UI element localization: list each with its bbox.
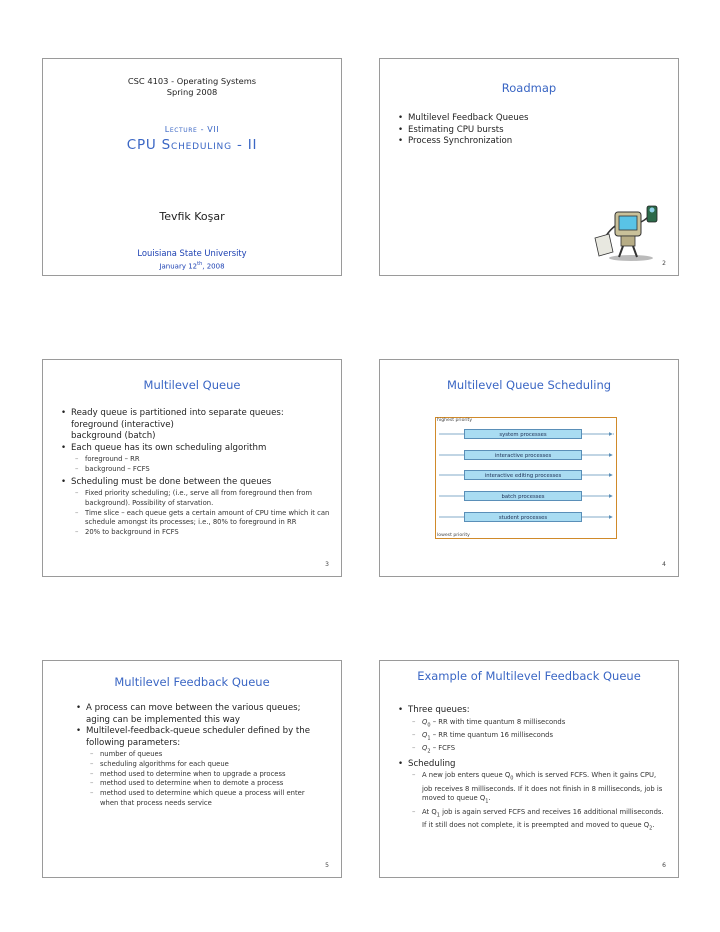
computer-mascot-icon [593, 204, 665, 262]
queue-interactive-editing: interactive editing processes [464, 470, 582, 480]
list-item: • Multilevel Feedback Queues [398, 113, 668, 125]
sub-item: – Time slice – each queue gets a certain amount of CPU time which it can schedule amongst its processes; i.e., 80% to foreground in RR [71, 509, 333, 529]
sub-item: – method used to determine which queue a process will enter when that process needs service [86, 789, 321, 809]
content-list [398, 705, 668, 836]
page-number: 3 [325, 561, 329, 568]
content-list [76, 703, 321, 811]
page-number: 6 [662, 862, 666, 869]
sub-item: – scheduling algorithms for each queue [86, 760, 321, 770]
sub-item: – Fixed priority scheduling; (i.e., serve all from foreground then from background). Possibility of starvation. [71, 489, 333, 509]
page-number: 4 [662, 561, 666, 568]
slide-title: Multilevel Feedback Queue [114, 675, 270, 689]
list-item: • Estimating CPU bursts [398, 125, 668, 137]
queue-system: system processes [464, 429, 582, 439]
sub-item: – $Q_1$ – RR time quantum 16 milliseconds [408, 731, 668, 744]
queue-batch: batch processes [464, 491, 582, 501]
list-item: • Three queues: – $Q_0$ – RR with time quantum 8 milliseconds – $Q_1$ – RR time quantum 16 milliseconds – $Q_2$ – FCFS [398, 705, 668, 757]
lowest-priority-label: lowest priority [437, 533, 470, 538]
list-item: • Scheduling – A new job enters queue $Q_0$ which is served FCFS. When it gains CPU, job receives 8 milliseconds. If it does not finish in 8 milliseconds, job is moved to queue $Q_1$. – At $Q_1$ job is again served FCFS and receives 16 additional milliseconds. If it still does not complete, it is preempted and moved to queue $Q_2$. [398, 759, 668, 834]
slide-2-roadmap [379, 58, 679, 276]
sub-item: – foreground – RR [71, 455, 333, 465]
slide-title: Multilevel Queue Scheduling [446, 378, 612, 392]
sub-item: – background – FCFS [71, 465, 333, 475]
list-item: • Multilevel-feedback-queue scheduler defined by the following parameters: – number of queues – scheduling algorithms for each queue – method used to determine when to upgrade a process – method used to determine when to demote a process – method used to determine which queue a process will enter when that process needs service [76, 726, 321, 809]
slide-title: Roadmap [501, 81, 557, 95]
slide-title: Multilevel Queue [143, 378, 241, 392]
sub-item: – 20% to background in FCFS [71, 528, 333, 538]
list-item: • Scheduling must be done between the queues – Fixed priority scheduling; (i.e., serve all from foreground then from background). Possibility of starvation. – Time slice – each queue gets a certain amount of CPU time which it can schedule amongst its processes; i.e., 80% to foreground in RR – 20% to background in FCFS [61, 477, 333, 538]
page-number: 2 [662, 260, 666, 267]
slide-4-queue-scheduling [379, 359, 679, 577]
sub-item: – $Q_0$ – RR with time quantum 8 milliseconds [408, 718, 668, 731]
roadmap-list [398, 113, 668, 148]
slide-6-feedback-example [379, 660, 679, 878]
lecture-date: January 12th, 2008 [159, 261, 225, 271]
university-name: Louisiana State University [137, 248, 247, 258]
list-item: • Each queue has its own scheduling algorithm – foreground – RR – background – FCFS [61, 443, 333, 475]
sub-item: – $Q_2$ – FCFS [408, 744, 668, 757]
slide-3-multilevel-queue [42, 359, 342, 577]
sub-item: – method used to determine when to upgrade a process [86, 770, 321, 780]
sub-item: – number of queues [86, 750, 321, 760]
slide-5-feedback-queue [42, 660, 342, 878]
list-item: • Ready queue is partitioned into separate queues: foreground (interactive) background (batch) [61, 408, 333, 443]
queue-interactive: interactive processes [464, 450, 582, 460]
highest-priority-label: highest priority [437, 418, 473, 423]
sub-item: – At $Q_1$ job is again served FCFS and receives 16 additional milliseconds. If it still does not complete, it is preempted and moved to queue $Q_2$. [408, 808, 668, 834]
course-name: CSC 4103 - Operating Systems Spring 2008 [127, 76, 257, 97]
queue-student: student processes [464, 512, 582, 522]
slide-title: Example of Multilevel Feedback Queue [417, 669, 641, 683]
list-item: • A process can move between the various queues; aging can be implemented this way [76, 703, 321, 726]
slide-1-title [42, 58, 342, 276]
lecture-topic: CPU Scheduling - II [126, 137, 258, 153]
sub-item: – A new job enters queue $Q_0$ which is served FCFS. When it gains CPU, job receives 8 milliseconds. If it does not finish in 8 milliseconds, job is moved to queue $Q_1$. [408, 771, 668, 807]
list-item: • Process Synchronization [398, 136, 668, 148]
sub-item: – method used to determine when to demote a process [86, 779, 321, 789]
page-number: 5 [325, 862, 329, 869]
content-list [61, 408, 333, 540]
author-name: Tevfik Koşar [159, 210, 225, 223]
lecture-number: Lecture - VII [164, 125, 220, 134]
priority-queue-diagram [435, 417, 617, 539]
